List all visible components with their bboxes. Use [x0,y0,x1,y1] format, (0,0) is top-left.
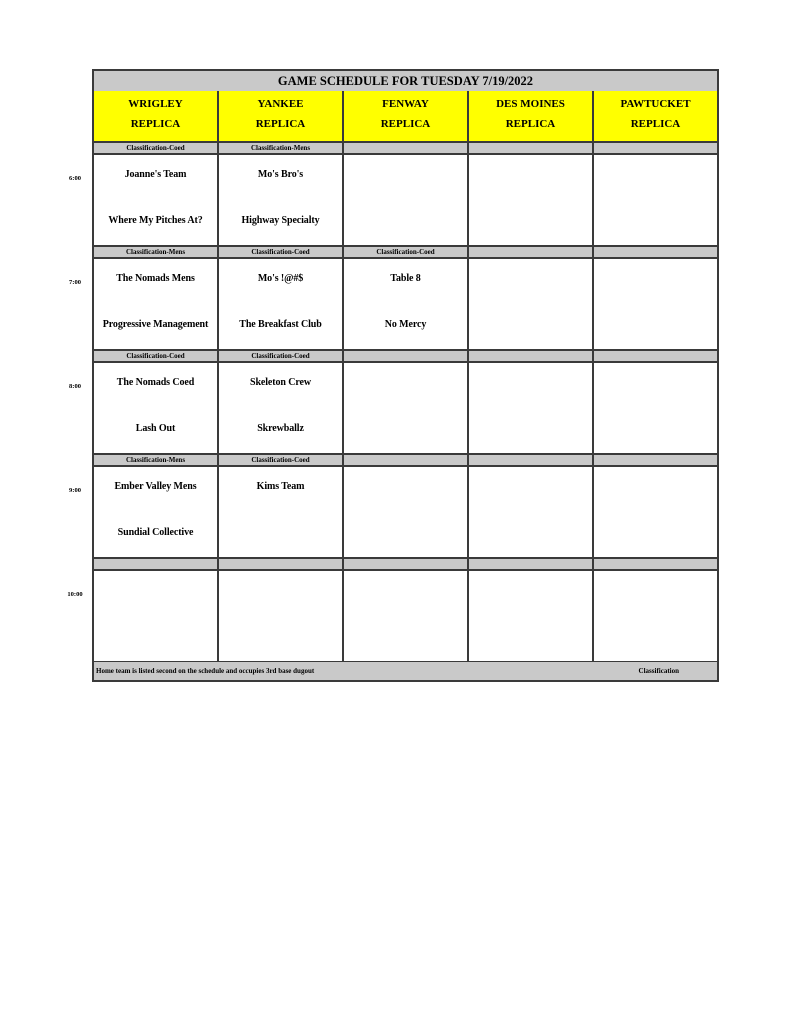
game-cell [469,363,594,455]
field-header-des-moines [469,91,594,143]
game-cell [219,571,344,663]
classification-band: Classification-Coed [344,247,469,259]
field-name: WRIGLEY [128,98,183,110]
classification-band [469,143,594,155]
game-cell [344,467,469,559]
classification-band: Classification-Mens [94,455,219,467]
game-cell [94,363,219,455]
classification-band [344,559,469,571]
team-home: The Breakfast Club [239,319,322,330]
time-slot-label: 7:00 [69,279,81,286]
field-sub: REPLICA [630,118,681,130]
team-away: Ember Valley Mens [114,481,197,492]
team-away: The Nomads Mens [116,273,195,284]
classification-band [219,559,344,571]
team-home: No Mercy [384,319,427,330]
team-away: Skeleton Crew [249,377,311,388]
classification-band: Classification-Coed [219,351,344,363]
schedule-title: GAME SCHEDULE FOR TUESDAY 7/19/2022 [94,71,717,93]
game-cell [344,155,469,247]
game-cell [94,467,219,559]
game-cell [469,155,594,247]
game-cell [594,571,717,663]
game-cell [344,571,469,663]
classification-band [594,143,717,155]
time-slot-label: 10:00 [67,591,83,598]
game-cell [94,259,219,351]
classification-band: Classification-Coed [219,247,344,259]
field-name: PAWTUCKET [620,98,691,110]
classification-band: Classification-Coed [219,455,344,467]
team-away: Table 8 [390,273,421,284]
game-cell [469,571,594,663]
classification-band [94,559,219,571]
classification-band [344,455,469,467]
team-home: Highway Specialty [241,215,320,226]
classification-band [469,247,594,259]
footer-note: Home team is listed second on the schedule and occupies 3rd base dugout [96,667,315,675]
field-header-pawtucket [594,91,717,143]
classification-band: Classification-Mens [219,143,344,155]
classification-band [469,351,594,363]
game-cell [219,155,344,247]
classification-band [344,351,469,363]
game-cell [219,259,344,351]
team-home: Where My Pitches At? [108,215,203,226]
classification-band [594,351,717,363]
field-name: DES MOINES [496,98,565,110]
game-cell [94,155,219,247]
team-home: Sundial Collective [117,527,194,538]
field-name: FENWAY [382,98,429,110]
field-sub: REPLICA [505,118,556,130]
classification-band [594,559,717,571]
field-header-fenway [344,91,469,143]
game-cell [219,467,344,559]
team-away: The Nomads Coed [116,377,195,388]
classification-band [594,247,717,259]
team-away: Mo's !@#$ [257,273,304,284]
game-cell [594,363,717,455]
field-sub: REPLICA [255,118,306,130]
team-away: Mo's Bro's [257,169,304,180]
classification-band [469,559,594,571]
time-slot-label: 8:00 [69,383,81,390]
game-cell [94,571,219,663]
classification-band [469,455,594,467]
time-slot-label: 9:00 [69,487,81,494]
time-slot-label: 6:00 [69,175,81,182]
classification-band [344,143,469,155]
team-home: Progressive Management [102,319,209,330]
team-home: Skrewballz [257,423,304,434]
schedule-sheet [92,69,719,682]
footer-legend: Classification [638,667,679,675]
game-cell [219,363,344,455]
classification-band: Classification-Coed [94,143,219,155]
game-cell [469,467,594,559]
classification-band: Classification-Mens [94,247,219,259]
team-home: Lash Out [135,423,176,434]
game-cell [344,259,469,351]
classification-band: Classification-Coed [94,351,219,363]
game-cell [344,363,469,455]
field-sub: REPLICA [130,118,181,130]
game-cell [594,259,717,351]
team-away: Joanne's Team [124,169,187,180]
game-cell [594,155,717,247]
field-header-wrigley [94,91,219,143]
classification-band [594,455,717,467]
field-header-yankee [219,91,344,143]
game-cell [594,467,717,559]
field-name: YANKEE [257,98,304,110]
field-sub: REPLICA [380,118,431,130]
schedule-footer [94,662,717,680]
team-away: Kims Team [256,481,305,492]
game-cell [469,259,594,351]
